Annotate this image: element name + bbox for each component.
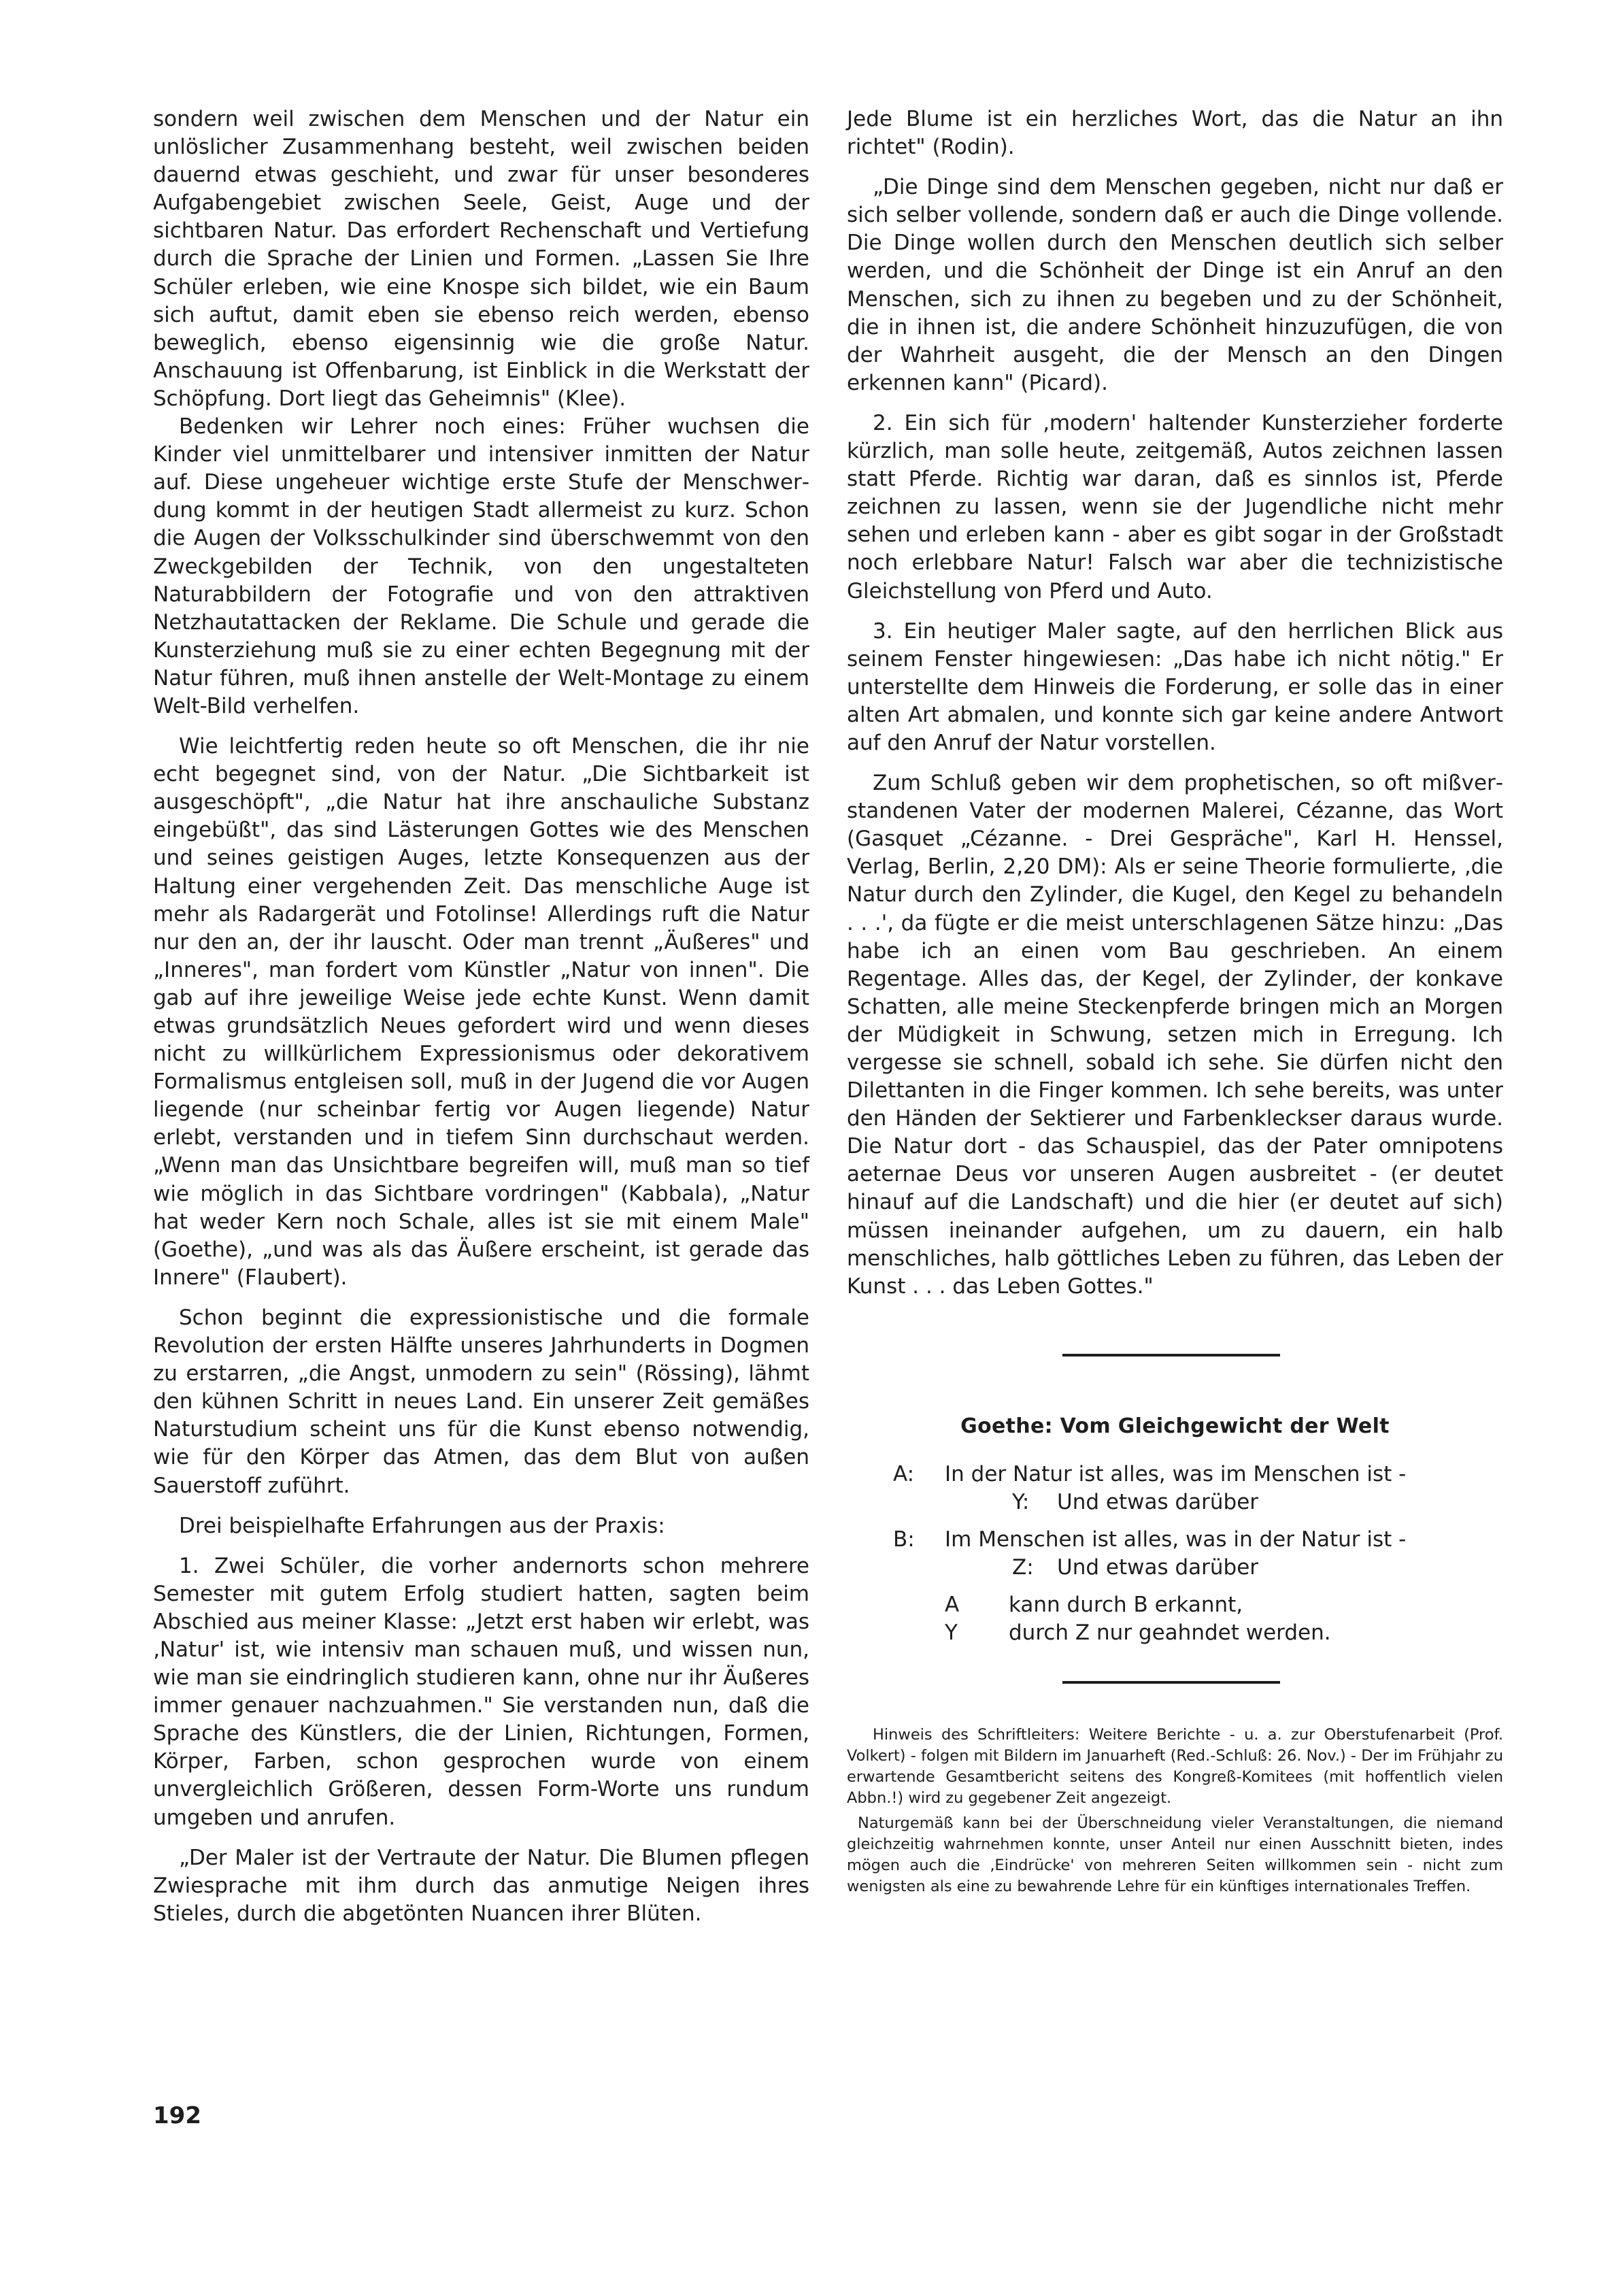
paragraph: Jede Blume ist ein herzliches Wort, das die Natur an ihn richtet" (Rodin). bbox=[847, 107, 1503, 160]
poem-text: Und etwas darüber bbox=[1057, 1554, 1259, 1580]
divider-rule bbox=[1062, 1681, 1280, 1684]
poem-label: Z: bbox=[1012, 1554, 1034, 1580]
poem-label: Y: bbox=[1012, 1489, 1030, 1514]
poem-line bbox=[847, 1554, 1503, 1582]
poem-label: A: bbox=[893, 1461, 915, 1486]
poem-line bbox=[847, 1461, 1503, 1488]
poem-label: Y bbox=[945, 1620, 958, 1645]
right-column bbox=[847, 105, 1503, 1897]
poem-line bbox=[847, 1591, 1503, 1619]
poem-line bbox=[847, 1488, 1503, 1516]
poem-text: Im Menschen ist alles, was in der Natur ist - bbox=[945, 1527, 1407, 1552]
paragraph: „Der Maler ist der Vertraute der Natur. Die Blumen pflegen Zwiesprache mit ihm durch das anmutige Neigen ihres Stieles, durch die abgetönten Nuancen ihrer Blüten. bbox=[153, 1845, 809, 1926]
paragraph: „Die Dinge sind dem Menschen gegeben, nicht nur daß er sich selber vollende, sondern daß er auch die Dinge vollende. Die Dinge wollen durch den Menschen deutlich sich selber werden, und die Schönheit der Dinge ist ein Anruf an den Menschen, sich zu ihnen zu begeben und zu der Schönheit, die in ihnen ist, die andere Schönheit hinzuzufügen, die von der Wahrheit ausgeht, die der Mensch an den Dingen erkennen kann" (Picard). bbox=[847, 175, 1503, 395]
paragraph: 1. Zwei Schüler, die vorher andernorts schon mehrere Semester mit gutem Erfolg studiert hatten, sagten beim Abschied aus meiner Klasse: „Jetzt erst haben wir erlebt, was ‚Natur' ist, wie intensiv man schauen muß, und wissen nun, wie man sie eindringlich studieren kann, ohne nur ihr Äußeres immer genauer nachzuahmen." Sie verstanden nun, daß die Sprache des Künstlers, die der Linien, Richtungen, Formen, Körper, Farben, schon gesprochen wurde von einem unvergleichlich Größeren, dessen Form-Worte uns rundum umgeben und anrufen. bbox=[153, 1553, 809, 1830]
left-column bbox=[153, 105, 809, 1928]
poem-text: durch Z nur geahndet werden. bbox=[1009, 1620, 1331, 1645]
paragraph: Schon beginnt die expressionistische und die formale Revolution der ersten Hälfte unseres Jahrhunderts in Dogmen zu erstarren, „die Angst, unmodern zu sein" (Rössing), lähmt den kühnen Schritt in neues Land. Ein unserer Zeit gemäßes Naturstudium scheint uns für die Kunst ebenso notwendig, wie für den Körper das Atmen, das dem Blut von außen Sauerstoff zuführt. bbox=[153, 1305, 809, 1498]
paragraph: sondern weil zwischen dem Menschen und der Natur ein unlöslicher Zusammenhang besteht, weil zwischen beiden dauernd etwas geschieht, und zwar für unser besonderes Aufgabengebiet zwischen Seele, Geist, Auge und der sichtbaren Natur. Das erfordert Rechenschaft und Vertiefung durch die Sprache der Linien und Formen. „Lassen Sie Ihre Schüler erleben, wie eine Knospe sich bildet, wie ein Baum sich auftut, damit eben sie ebenso reich werden, ebenso beweglich, ebenso eigensinnig wie die große Natur. Anschauung ist Offenbarung, ist Einblick in die Werkstatt der Schöpfung. Dort liegt das Geheimnis" (Klee). bbox=[153, 107, 809, 411]
editor-note: Hinweis des Schriftleiters: Weitere Berichte - u. a. zur Oberstufenarbeit (Prof. Volkert) - folgen mit Bildern im Januarheft (Red.-Schluß: 26. Nov.) - Der im Frühjahr zu erwartende Gesamtbericht seitens des Kongreß-Komitees (mit hoffentlich vielen Abbn.!) wird zu gegebener Zeit angezeigt. bbox=[847, 1725, 1503, 1807]
poem-text: Und etwas darüber bbox=[1057, 1489, 1259, 1514]
editor-notes bbox=[847, 1725, 1503, 1897]
paragraph: Drei beispielhafte Erfahrungen aus der Praxis: bbox=[179, 1513, 665, 1538]
poem-line bbox=[847, 1619, 1503, 1647]
paragraph: 3. Ein heutiger Maler sagte, auf den herrlichen Blick aus seinem Fenster hingewiesen: „Das habe ich nicht nötig." Er unterstellte dem Hinweis die Forderung, er solle das in einer alten Art abmalen, und konnte sich gar keine andere Antwort auf den Anruf der Natur vorstellen. bbox=[847, 618, 1503, 755]
poem-title: Goethe: Vom Gleichgewicht der Welt bbox=[960, 1414, 1390, 1438]
page-number: 192 bbox=[153, 2102, 201, 2129]
poem-text: In der Natur ist alles, was im Menschen ist - bbox=[945, 1461, 1407, 1486]
poem-line bbox=[847, 1526, 1503, 1554]
divider-rule bbox=[1062, 1354, 1280, 1357]
poem bbox=[847, 1461, 1503, 1647]
paragraph: Zum Schluß geben wir dem prophetischen, so oft mißverstandenen Vater der modernen Malerei, Cézanne, das Wort (Gasquet „Cézanne. - Drei Gespräche", Karl H. Henssel, Verlag, Berlin, 2,20 DM): Als er seine Theorie formulierte, ‚die Natur durch den Zylinder, die Kugel, den Kegel zu behandeln . . .', da fügte er die meist unterschlagenen Sätze hinzu: „Das habe ich an einen vom Bau geschrieben. An einem Regentage. Alles das, der Kegel, der Zylinder, der konkave Schatten, alle meine Steckenpferde bringen mich an Morgen der Müdigkeit in Schwung, setzen mich in Erregung. Ich vergesse sie schnell, sobald ich sehe. Sie dürfen nicht den Dilettanten in die Finger kommen. Ich sehe bereits, was unter den Händen der Sektierer und Farbenkleckser daraus wurde. Die Natur dort - das Schauspiel, das der Pater omnipotens aeternae Deus vor unseren Augen ausbreitet - (er deutet hinauf auf die Landschaft) und die hier (er deutet auf sich) müssen ineinander aufgehen, um zu dauern, ein halb menschliches, halb göttliches Leben zu führen, das Leben der Kunst . . . das Leben Gottes." bbox=[847, 771, 1503, 1299]
poem-text: kann durch B erkannt, bbox=[1009, 1592, 1243, 1617]
paragraph: Wie leichtfertig reden heute so oft Menschen, die ihr nie echt begegnet sind, von der Natur. „Die Sichtbarkeit ist ausgeschöpft", „die Natur hat ihre anschauliche Substanz eingebüßt", das sind Lästerungen Gottes wie des Menschen und seines geistigen Auges, letzte Konsequenzen aus der Haltung einer vergehenden Zeit. Das menschliche Auge ist mehr als Radargerät und Fotolinse! Allerdings ruft die Natur nur den an, der ihr lauscht. Oder man trennt „Äußeres" und „Inneres", man fordert vom Künstler „Natur von innen". Die gab auf ihre jeweilige Weise jede echte Kunst. Wenn damit etwas grundsätzlich Neues gefordert wird und wenn dieses nicht zu willkürlichem Expressionismus oder dekorativem Formalismus entgleisen soll, muß in der Jugend die vor Augen liegende (nur scheinbar fertig vor Augen liegende) Natur erlebt, verstanden und in tiefem Sinn durchschaut werden. „Wenn man das Unsichtbare begreifen will, muß man so tief wie möglich in das Sichtbare vordringen" (Kabbala), „Natur hat weder Kern noch Schale, alles ist sie mit einem Male" (Goethe), „und was als das Äußere erscheint, ist gerade das Innere" (Flaubert). bbox=[153, 734, 809, 1290]
paragraph: 2. Ein sich für ‚modern' haltender Kunsterzieher forderte kürzlich, man solle heute, zeitgemäß, Autos zeichnen lassen statt Pferde. Richtig war daran, daß es sinnlos ist, Pferde zeichnen zu lassen, wenn sie der Jugendliche nicht mehr sehen und erleben kann - aber es gibt sogar in der Großstadt noch erlebbare Natur! Falsch war aber die technizistische Gleichstellung von Pferd und Auto. bbox=[847, 410, 1503, 603]
poem-label: B: bbox=[893, 1527, 915, 1552]
poem-label: A bbox=[945, 1592, 960, 1617]
paragraph: Bedenken wir Lehrer noch eines: Früher wuchsen die Kinder viel unmittelbarer und intensiver inmitten der Natur auf. Diese ungeheuer wichtige erste Stufe der Menschwerdung kommt in der heutigen Stadt allermeist zu kurz. Schon die Augen der Volksschulkinder sind überschwemmt von den Zweckgebilden der Technik, von den ungestalteten Naturabbildern der Fotografie und von den attraktiven Netzhautattacken der Reklame. Die Schule und gerade die Kunsterziehung muß sie zu einer echten Begegnung mit der Natur führen, muß ihnen anstelle der Welt-Montage zu einem Welt-Bild verhelfen. bbox=[153, 414, 809, 718]
editor-note: Naturgemäß kann bei der Überschneidung vieler Veranstaltungen, die niemand gleichzeitig wahrnehmen konnte, unser Anteil nur einen Ausschnitt bieten, indes mögen auch die ‚Eindrücke' von mehreren Seiten willkommen sein - nicht zum wenigsten als eine zu bewahrende Lehre für ein künftiges internationales Treffen. bbox=[847, 1814, 1503, 1895]
